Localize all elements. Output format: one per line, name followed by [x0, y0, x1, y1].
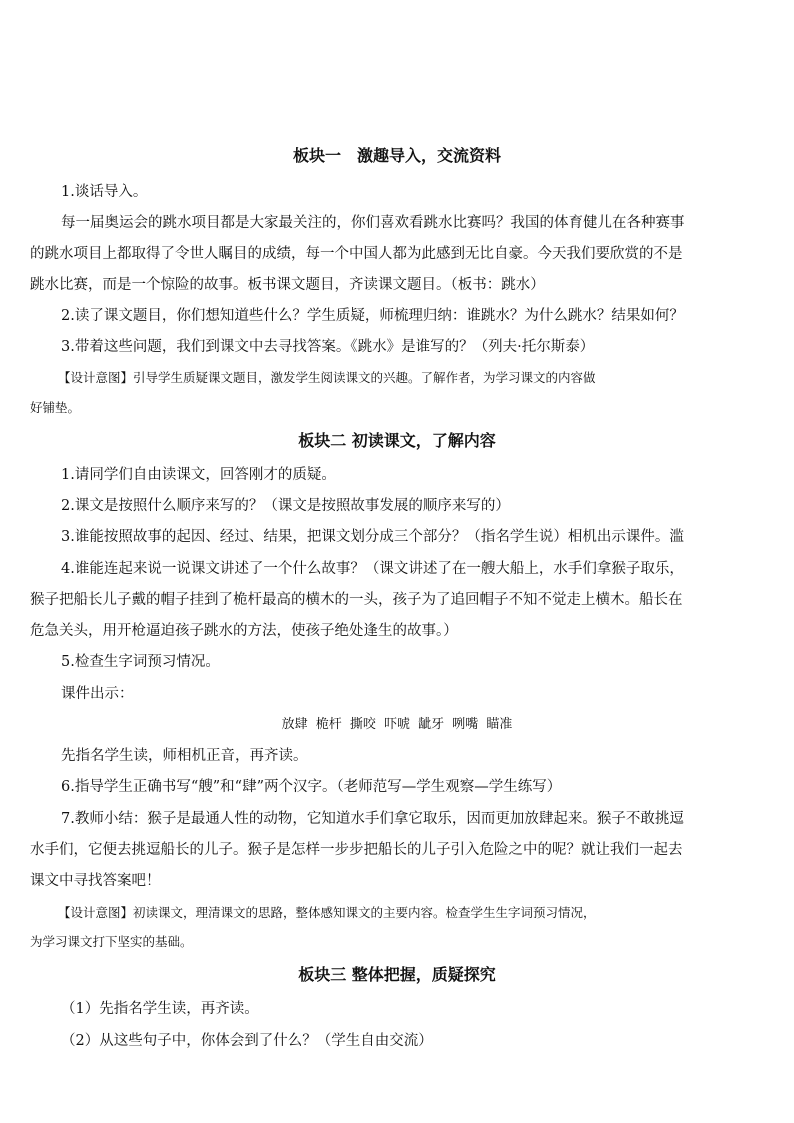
section3-heading: 板块三 整体把握，质疑探究 — [298, 965, 496, 984]
section1-line-4: 跳水比赛，而是一个惊险的故事。板书课文题目，齐读课文题目。（板书：跳水） — [30, 277, 545, 293]
section3-line-1: （1）先指名学生读，再齐读。 — [61, 1001, 259, 1017]
section1-line-2: 每一届奥运会的跳水项目都是大家最关注的，你们喜欢看跳水比赛吗？我国的体育健儿在各种赛事 — [61, 215, 685, 231]
section2-line-6: 危急关头，用开枪逼迫孩子跳水的方法，使孩子绝处逢生的故事。） — [30, 623, 458, 639]
section2-heading: 板块二 初读课文，了解内容 — [298, 431, 496, 450]
section2-after-line-2: 6.指导学生正确书写“艘”和“肆”两个汉字。（老师范写—学生观察—学生练写） — [61, 779, 562, 795]
section1-line-5: 2.读了课文题目，你们想知道些什么？学生质疑，师梳理归纳：谁跳水？为什么跳水？结果如何？ — [61, 308, 684, 324]
section1-line-1: 1.谈话导入。 — [61, 184, 148, 200]
section2-line-7: 5.检查生字词预习情况。 — [61, 654, 220, 670]
section2-design-intent-1: 【设计意图】初读课文，理清课文的思路，整体感知课文的主要内容。检查学生生字词预习情况， — [58, 905, 596, 920]
section1-line-3: 的跳水项目上都取得了令世人瞩目的成绩，每一个中国人都为此感到无比自豪。今天我们要欣赏的不是 — [30, 246, 683, 262]
section2-after-line-5: 课文中寻找答案吧！ — [30, 873, 161, 889]
section1-heading: 板块一 激趣导入，交流资料 — [292, 146, 501, 165]
section2-line-5: 猴子把船长儿子戴的帽子挂到了桅杆最高的横木的一头，孩子为了追回帽子不知不觉走上横木。船长在 — [30, 592, 683, 608]
section2-after-line-4: 水手们，它便去挑逗船长的儿子。猴子是怎样一步步把船长的儿子引入危险之中的呢？就让我们一起去 — [30, 842, 683, 858]
section2-design-intent-2: 为学习课文打下坚实的基础。 — [30, 934, 193, 949]
section1-design-intent-2: 好铺垫。 — [30, 400, 81, 415]
section2-line-2: 2.课文是按照什么顺序来写的？（课文是按照故事发展的顺序来写的） — [61, 498, 510, 514]
section1-design-intent-1: 【设计意图】引导学生质疑课文题目，激发学生阅读课文的兴趣。了解作者，为学习课文的内容做 — [58, 370, 596, 385]
section2-line-1: 1.请同学们自由读课文，回答刚才的质疑。 — [61, 467, 336, 483]
section3-line-2: （2）从这些句子中，你体会到了什么？（学生自由交流） — [61, 1033, 433, 1049]
section2-line-4: 4.谁能连起来说一说课文讲述了一个什么故事？（课文讲述了在一艘大船上，水手们拿猴子取乐， — [61, 561, 684, 577]
section2-line-8: 课件出示： — [61, 686, 134, 702]
vocab-word-list: 放肆 桅杆 撕咬 吓唬 龇牙 咧嘴 瞄准 — [281, 717, 513, 732]
section2-after-line-1: 先指名学生读，师相机正音，再齐读。 — [61, 748, 308, 764]
section1-line-6: 3.带着这些问题，我们到课文中去寻找答案。《跳水》是谁写的？（列夫·托尔斯泰） — [61, 339, 595, 355]
section2-line-3: 3.谁能按照故事的起因、经过、结果，把课文划分成三个部分？（指名学生说）相机出示课件。滥 — [61, 529, 684, 545]
section2-after-line-3: 7.教师小结：猴子是最通人性的动物，它知道水手们拿它取乐，因而更加放肆起来。猴子不敢挑逗 — [61, 811, 684, 827]
